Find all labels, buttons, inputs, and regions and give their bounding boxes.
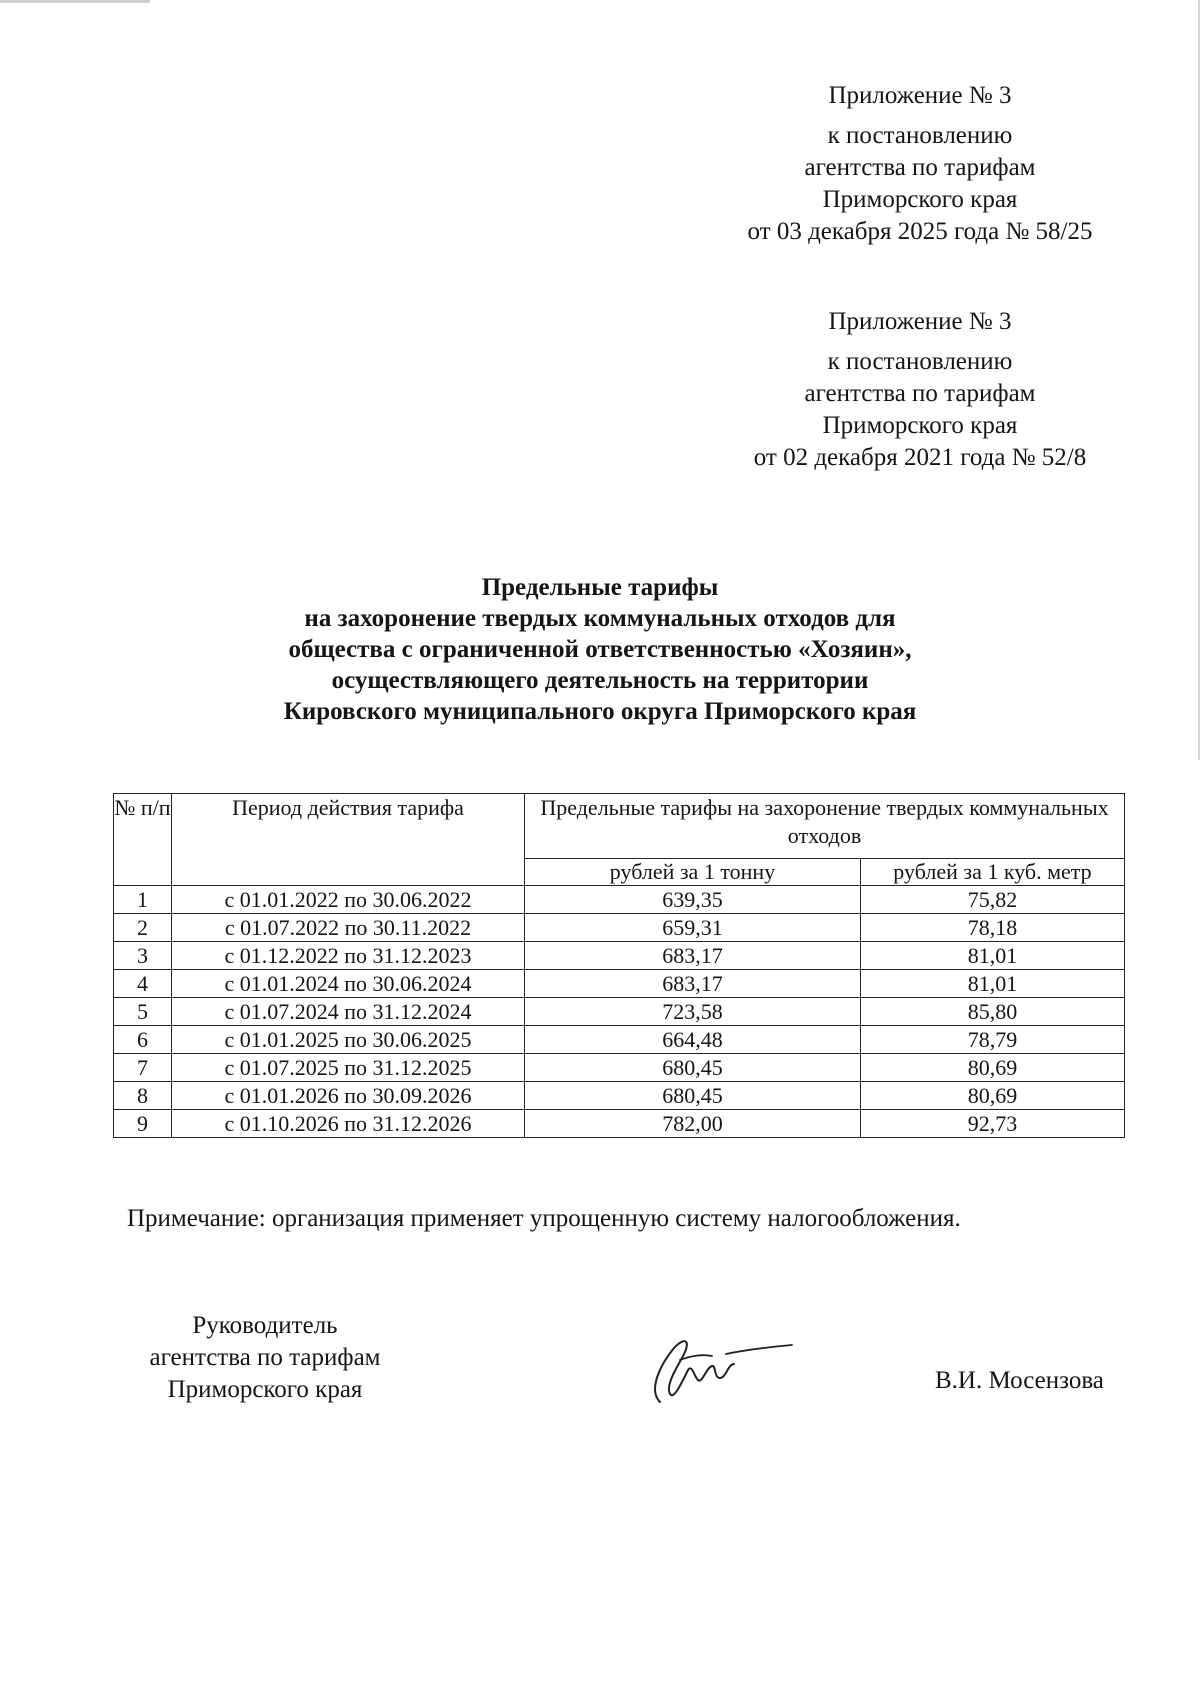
row-price-per-m3: 80,69 <box>861 1054 1125 1082</box>
row-price-per-ton: 723,58 <box>525 998 861 1026</box>
table-row <box>114 998 1125 1026</box>
header-per-m3: рублей за 1 куб. метр <box>861 859 1125 886</box>
tariff-table <box>113 793 1125 1138</box>
row-price-per-m3: 75,82 <box>861 886 1125 914</box>
row-number: 8 <box>114 1082 172 1110</box>
scan-edge-top <box>0 0 150 3</box>
table-row <box>114 970 1125 998</box>
table-body <box>114 886 1125 1138</box>
row-price-per-ton: 683,17 <box>525 970 861 998</box>
table-row <box>114 942 1125 970</box>
row-price-per-ton: 664,48 <box>525 1026 861 1054</box>
row-price-per-ton: 782,00 <box>525 1110 861 1138</box>
note: Примечание: организация применяет упрощенную систему налогообложения. <box>127 1205 961 1232</box>
table-row <box>114 886 1125 914</box>
attachment-header-current <box>680 80 1160 248</box>
row-number: 3 <box>114 942 172 970</box>
row-period: с 01.01.2025 по 30.06.2025 <box>172 1026 525 1054</box>
table-row <box>114 1110 1125 1138</box>
row-number: 1 <box>114 886 172 914</box>
table-row <box>114 1026 1125 1054</box>
row-price-per-ton: 659,31 <box>525 914 861 942</box>
row-price-per-m3: 81,01 <box>861 970 1125 998</box>
table-row <box>114 1054 1125 1082</box>
title-line: Кировского муниципального округа Приморского края <box>283 698 917 725</box>
attachment-line: Приморского края <box>822 186 1018 213</box>
role-line: агентства по тарифам <box>149 1344 381 1371</box>
row-period: с 01.07.2024 по 31.12.2024 <box>172 998 525 1026</box>
role-line: Руководитель <box>192 1312 338 1339</box>
row-price-per-ton: 680,45 <box>525 1082 861 1110</box>
row-price-per-ton: 639,35 <box>525 886 861 914</box>
row-price-per-m3: 78,79 <box>861 1026 1125 1054</box>
attachment-header-original <box>680 306 1160 474</box>
row-price-per-m3: 92,73 <box>861 1110 1125 1138</box>
row-number: 2 <box>114 914 172 942</box>
row-price-per-ton: 680,45 <box>525 1054 861 1082</box>
document-title <box>180 572 1020 727</box>
row-number: 4 <box>114 970 172 998</box>
row-period: с 01.07.2025 по 31.12.2025 <box>172 1054 525 1082</box>
role-line: Приморского края <box>167 1376 363 1403</box>
row-period: с 01.07.2022 по 30.11.2022 <box>172 914 525 942</box>
row-number: 5 <box>114 998 172 1026</box>
header-tariffs: Предельные тарифы на захоронение твердых коммунальных отходов <box>525 794 1125 859</box>
header-number: № п/п <box>114 794 172 886</box>
title-line: общества с ограниченной ответственностью «Хозяин», <box>288 636 912 663</box>
attachment-title: Приложение № 3 <box>828 82 1012 109</box>
row-price-per-m3: 85,80 <box>861 998 1125 1026</box>
row-price-per-m3: 80,69 <box>861 1082 1125 1110</box>
attachment-line: агентства по тарифам <box>804 380 1036 407</box>
attachment-line: Приморского края <box>822 412 1018 439</box>
row-period: с 01.10.2026 по 31.12.2026 <box>172 1110 525 1138</box>
row-number: 7 <box>114 1054 172 1082</box>
attachment-date: от 03 декабря 2025 года № 58/25 <box>747 218 1093 245</box>
row-period: с 01.01.2022 по 30.06.2022 <box>172 886 525 914</box>
title-line: Предельные тарифы <box>481 574 719 601</box>
attachment-date: от 02 декабря 2021 года № 52/8 <box>753 444 1087 471</box>
row-price-per-m3: 78,18 <box>861 914 1125 942</box>
attachment-line: к постановлению <box>827 122 1013 149</box>
header-per-ton: рублей за 1 тонну <box>525 859 861 886</box>
table-row <box>114 1082 1125 1110</box>
signatory-name: В.И. Мосензова <box>935 1367 1104 1394</box>
attachment-line: агентства по тарифам <box>804 154 1036 181</box>
attachment-title: Приложение № 3 <box>828 308 1012 335</box>
attachment-line: к постановлению <box>827 348 1013 375</box>
row-number: 9 <box>114 1110 172 1138</box>
table-header <box>114 794 1125 886</box>
signatory-role <box>110 1310 420 1406</box>
title-line: осуществляющего деятельность на территории <box>331 667 869 694</box>
row-price-per-ton: 683,17 <box>525 942 861 970</box>
table-row <box>114 914 1125 942</box>
row-period: с 01.12.2022 по 31.12.2023 <box>172 942 525 970</box>
row-price-per-m3: 81,01 <box>861 942 1125 970</box>
row-period: с 01.01.2026 по 30.09.2026 <box>172 1082 525 1110</box>
handwritten-signature <box>630 1320 800 1420</box>
title-line: на захоронение твердых коммунальных отходов для <box>304 605 896 632</box>
header-period: Период действия тарифа <box>172 794 525 886</box>
row-period: с 01.01.2024 по 30.06.2024 <box>172 970 525 998</box>
row-number: 6 <box>114 1026 172 1054</box>
